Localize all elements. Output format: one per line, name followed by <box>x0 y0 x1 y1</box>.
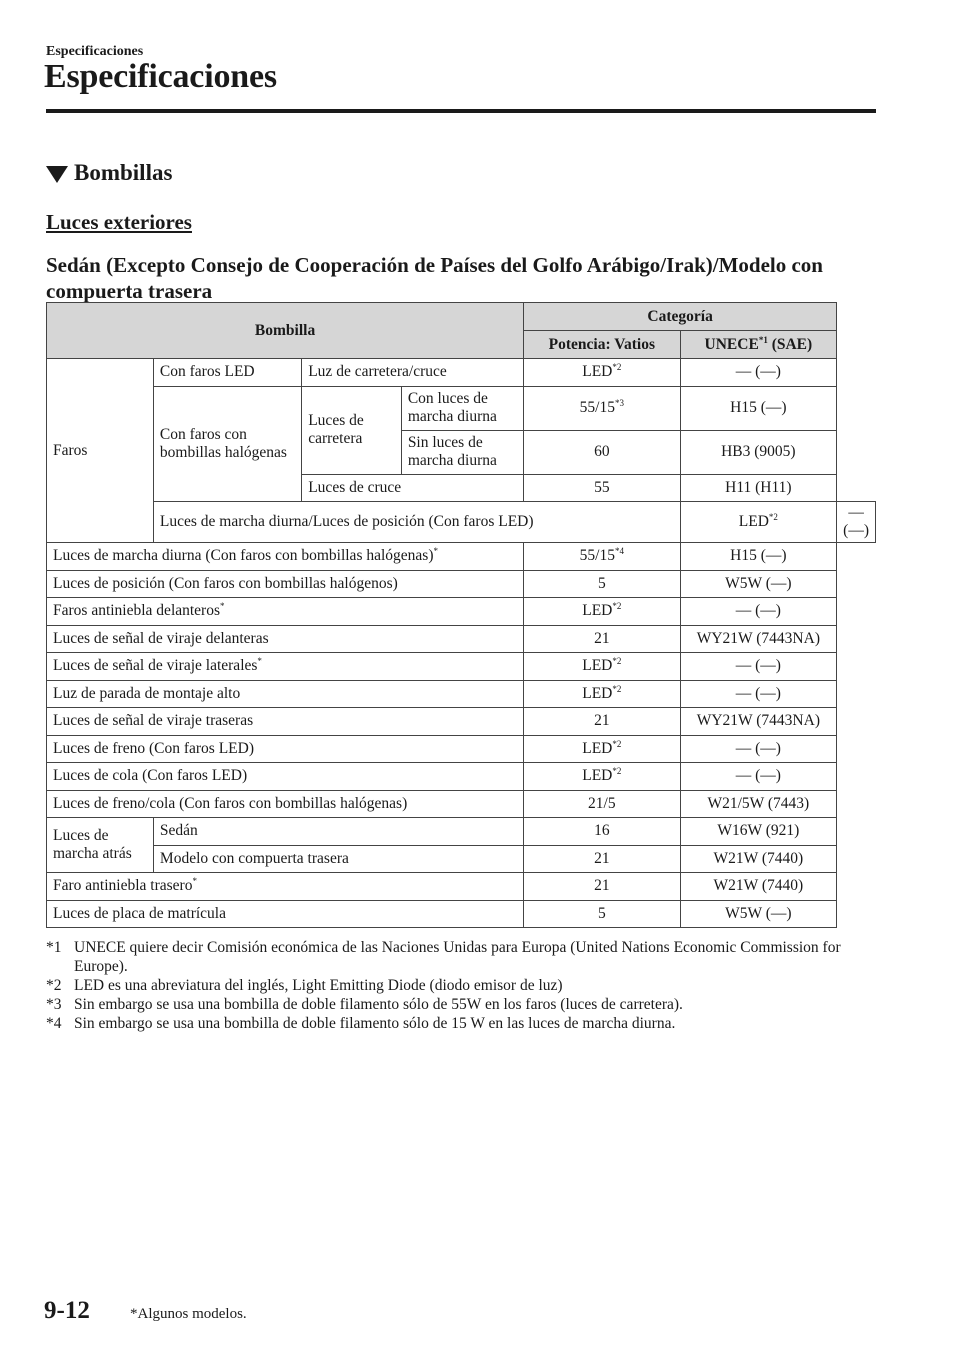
table-row <box>47 845 876 873</box>
power-sup: *2 <box>612 683 622 694</box>
power-cell: 55 <box>524 474 680 502</box>
power-cell: 21 <box>524 873 680 901</box>
bulb-name <box>47 680 524 708</box>
power-cell <box>524 680 680 708</box>
name-sup: * <box>433 546 438 557</box>
power-cell: 16 <box>524 818 680 846</box>
page-number: 9-12 <box>44 1297 90 1324</box>
bulb-name: Con luces de marcha diurna <box>401 386 523 430</box>
section-heading-text: Bombillas <box>74 160 173 185</box>
table-row <box>47 708 876 736</box>
bulb-name: Sedán <box>153 818 523 846</box>
power-value: LED <box>582 739 613 757</box>
power-cell <box>524 598 680 626</box>
unece-cell: W21W (7440) <box>680 873 837 901</box>
unece-cell: WY21W (7443NA) <box>680 625 837 653</box>
bulb-name-text: Luces de marcha diurna/Luces de posición (Con faros LED) <box>159 513 534 530</box>
unece-cell: H11 (H11) <box>680 474 837 502</box>
footnote-mark: *4 <box>46 1015 62 1032</box>
unece-cell: — (—) <box>680 653 837 681</box>
footnote <box>46 1014 876 1033</box>
unece-cell: H15 (—) <box>680 543 837 571</box>
bulb-name <box>47 735 524 763</box>
power-cell <box>524 625 680 653</box>
power-sup: *2 <box>768 511 778 522</box>
table-row <box>47 818 876 846</box>
footnote-text: UNECE quiere decir Comisión económica de las Naciones Unidas para Europa (United Nations Economic Commission for Europe). <box>74 939 841 975</box>
bulb-name <box>47 653 524 681</box>
power-value: 21 <box>594 712 610 730</box>
power-cell <box>524 790 680 818</box>
breadcrumb: Especificaciones <box>46 44 144 59</box>
bulb-name-text: Luces de placa de matrícula <box>53 904 226 922</box>
bulb-name: Sin luces de marcha diurna <box>401 430 523 474</box>
power-value: LED <box>582 684 613 702</box>
section-heading <box>46 160 172 186</box>
power-value: LED <box>582 602 613 620</box>
name-sup: * <box>257 656 262 667</box>
bulb-name-text: Luz de parada de montaje alto <box>53 684 241 702</box>
bulb-name-text: Luces de freno (Con faros LED) <box>53 739 254 757</box>
power-cell <box>680 502 837 543</box>
bulb-name-text: Faros antiniebla delanteros <box>53 602 221 620</box>
power-cell <box>524 763 680 791</box>
page-title: Especificaciones <box>44 58 277 95</box>
subheading: Luces exteriores <box>46 210 192 234</box>
table-row <box>47 543 876 571</box>
power-cell <box>524 708 680 736</box>
page-note: *Algunos modelos. <box>130 1306 247 1322</box>
header-bulb: Bombilla <box>47 303 524 359</box>
table-row <box>47 763 876 791</box>
power-sup: *2 <box>612 766 622 777</box>
halogen-group-label: Con faros con bombillas halógenas <box>153 386 301 502</box>
header-unece-text: UNECE <box>704 335 759 353</box>
power-cell <box>524 653 680 681</box>
power-sup: *4 <box>614 546 624 557</box>
unece-cell: WY21W (7443NA) <box>680 708 837 736</box>
high-beam-label: Luces de carretera <box>302 386 402 474</box>
table-row <box>47 900 876 928</box>
power-cell <box>524 359 680 387</box>
power-sup: *2 <box>612 362 622 373</box>
power-value: LED <box>582 767 613 785</box>
table-row <box>47 386 876 430</box>
bulb-name-text: Luces de señal de viraje laterales <box>53 657 258 675</box>
power-value: 55/15 <box>579 399 615 416</box>
footnote-text: Sin embargo se usa una bombilla de doble filamento sólo de 15 W en las luces de marcha diurna. <box>74 1015 676 1032</box>
footnote-text: LED es una abreviatura del inglés, Light Emitting Diode (diodo emisor de luz) <box>74 977 563 994</box>
unece-cell: — (—) <box>680 680 837 708</box>
power-value: LED <box>738 513 769 530</box>
table-row <box>47 873 876 901</box>
unece-cell: — (—) <box>837 502 876 543</box>
footnotes <box>46 938 876 1033</box>
power-cell <box>524 386 680 430</box>
footnote <box>46 938 876 976</box>
power-sup: *3 <box>614 397 624 408</box>
bulb-name <box>47 543 524 571</box>
table-row <box>47 680 876 708</box>
table-row <box>47 598 876 626</box>
bulb-name: Modelo con compuerta trasera <box>153 845 523 873</box>
power-cell <box>524 735 680 763</box>
bulb-name <box>47 708 524 736</box>
footnote-text: Sin embargo se usa una bombilla de doble filamento sólo de 55W en los faros (luces de carretera). <box>74 996 683 1013</box>
footnote <box>46 995 876 1014</box>
table-row <box>47 653 876 681</box>
power-value: 55/15 <box>579 547 615 565</box>
bulb-name-text: Luces de señal de viraje delanteras <box>53 629 269 647</box>
power-value: 21/5 <box>588 794 616 812</box>
table-row <box>47 735 876 763</box>
header-power: Potencia: Vatios <box>524 331 680 359</box>
power-value: LED <box>582 363 613 381</box>
bulb-name <box>47 625 524 653</box>
bulb-name-text: Luces de freno/cola (Con faros con bombillas halógenas) <box>53 794 408 812</box>
header-unece-suffix: (SAE) <box>767 335 813 353</box>
unece-cell: — (—) <box>680 598 837 626</box>
bulb-name: Luces de cruce <box>302 474 524 502</box>
triangle-down-icon <box>46 166 68 183</box>
power-cell: 21 <box>524 845 680 873</box>
header-category: Categoría <box>524 303 837 331</box>
bulb-name <box>47 763 524 791</box>
bulb-name: Luz de carretera/cruce <box>302 359 524 387</box>
unece-cell: — (—) <box>680 735 837 763</box>
unece-cell: H15 (—) <box>680 386 837 430</box>
bulb-name-text: Luces de cola (Con faros LED) <box>53 767 248 785</box>
unece-cell: W5W (—) <box>680 570 837 598</box>
footnote <box>46 976 876 995</box>
unece-cell: — (—) <box>680 763 837 791</box>
table-row <box>47 359 876 387</box>
bulb-name <box>153 502 680 543</box>
power-cell <box>524 543 680 571</box>
power-cell: 60 <box>524 430 680 474</box>
name-sup: * <box>220 601 225 612</box>
bulb-name-text: Luces de señal de viraje traseras <box>53 712 254 730</box>
bulb-name-text: Faro antiniebla trasero <box>53 877 193 895</box>
footnote-mark: *1 <box>46 939 62 956</box>
bulb-name <box>47 598 524 626</box>
reverse-label: Luces de marcha atrás <box>47 818 154 873</box>
bulb-name <box>47 900 524 928</box>
table-row <box>47 570 876 598</box>
faros-label: Faros <box>47 359 154 543</box>
footnote-mark: *3 <box>46 996 62 1013</box>
unece-cell: W21W (7440) <box>680 845 837 873</box>
table-row <box>47 502 876 543</box>
power-value: 21 <box>594 629 610 647</box>
model-heading: Sedán (Excepto Consejo de Cooperación de Países del Golfo Arábigo/Irak)/Modelo con compuerta trasera <box>46 253 823 303</box>
power-sup: *2 <box>612 601 622 612</box>
bulb-name-text: Luces de posición (Con faros con bombillas halógenos) <box>53 574 398 592</box>
unece-cell: W16W (921) <box>680 818 837 846</box>
unece-cell: W21/5W (7443) <box>680 790 837 818</box>
bulb-name-text: Luces de marcha diurna (Con faros con bombillas halógenas) <box>53 547 434 565</box>
power-sup: *2 <box>612 738 622 749</box>
bulb-name <box>47 570 524 598</box>
led-group-label: Con faros LED <box>153 359 301 387</box>
table-row <box>47 790 876 818</box>
table-row <box>47 625 876 653</box>
footnote-mark: *2 <box>46 977 62 994</box>
power-cell <box>524 570 680 598</box>
bulb-name <box>47 790 524 818</box>
unece-cell: — (—) <box>680 359 837 387</box>
bulb-name <box>47 873 524 901</box>
power-value: LED <box>582 657 613 675</box>
unece-cell: HB3 (9005) <box>680 430 837 474</box>
bulb-specs-table <box>46 302 876 928</box>
name-sup: * <box>192 876 197 887</box>
power-cell: 5 <box>524 900 680 928</box>
title-rule <box>46 109 876 113</box>
unece-cell: W5W (—) <box>680 900 837 928</box>
header-unece <box>680 331 837 359</box>
power-value: 5 <box>597 574 606 592</box>
header-unece-sup: *1 <box>758 334 768 345</box>
power-sup: *2 <box>612 656 622 667</box>
